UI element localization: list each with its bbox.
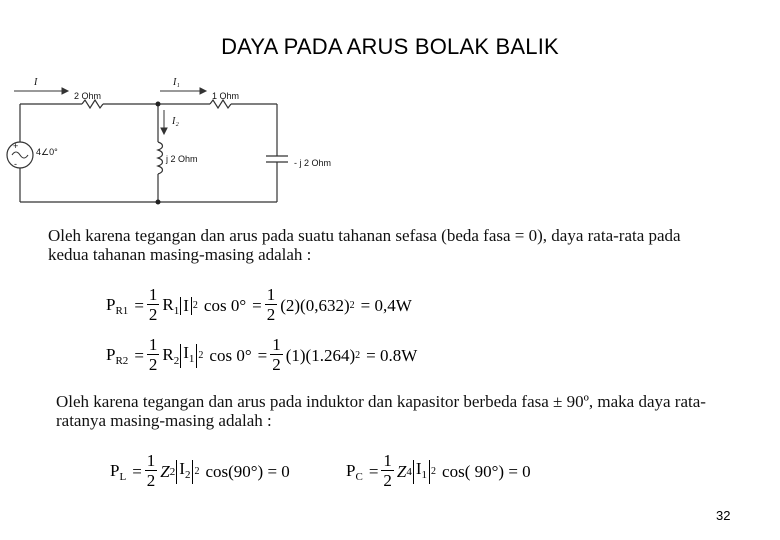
paragraph-reactive-power: Oleh karena tegangan dan arus pada induktor dan kapasitor berbeda fasa ± 90º, maka daya rata-ratanya masing-masing adalah : (56, 392, 706, 430)
eq-pr1-num2: 1 (266, 285, 276, 304)
eq-pr2-cos: cos 0° (209, 345, 252, 365)
current-i2-label: I₂ (172, 116, 179, 127)
eq-pr2-abs-content: I (183, 342, 189, 362)
eq-pr1-coef: R (162, 294, 174, 314)
eq-pr2-lhs: P (106, 344, 116, 364)
eq-pr2-tail: (1)(1.264) (285, 345, 356, 365)
eq-pr2-lhs-sub: R2 (115, 354, 129, 367)
eq-pr1-num: 1 (148, 285, 158, 304)
eq-pl-coef: Z (160, 461, 170, 481)
eq-pl-den: 2 (146, 471, 156, 490)
circuit-diagram (0, 70, 345, 210)
eq-pr2-eq: = (134, 345, 144, 365)
eq-pc-den: 2 (383, 471, 392, 490)
equation-pl (110, 452, 290, 491)
eq-pr2-tail-exp: 2 (355, 350, 361, 361)
eq-pr1-lhs: P (106, 294, 116, 314)
equation-pc (346, 452, 531, 491)
eq-pr2-num: 1 (148, 335, 158, 354)
paragraph-resistor-power: Oleh karena tegangan dan arus pada suatu tahanan sefasa (beda fasa = 0), daya rata-rata pada kedua tahanan masing-masing adalah : (48, 226, 681, 264)
eq-pc-abs-sub: 1 (421, 468, 428, 481)
eq-pc-eq: = (368, 461, 379, 481)
eq-pc-abs-content: I (415, 458, 422, 478)
eq-pc-abs (413, 460, 430, 484)
eq-pr1-tail-exp: 2 (349, 300, 355, 311)
svg-text:-: - (14, 159, 17, 169)
eq-pr1-den: 2 (148, 305, 158, 324)
eq-pl-abs-sub: 2 (184, 468, 191, 481)
eq-pl-abs-content: I (179, 458, 185, 478)
r2-label: 1 Ohm (212, 91, 240, 101)
slide-title: DAYA PADA ARUS BOLAK BALIK (221, 34, 559, 59)
svg-text:+: + (13, 141, 19, 151)
eq-pr1-den2: 2 (266, 305, 276, 324)
equation-pr2: $P_{R2}$ = $\frac{1}{2}$ $R_2$ $I_1$ 2 cos 0° = $\frac{1}{2}$ (1)(1.264) 2 = 0.8W (106, 335, 418, 374)
r1-label: 2 Ohm (74, 91, 102, 101)
eq-pl-coef-sub: 2 (169, 465, 176, 478)
eq-pl-eq: = (132, 461, 142, 481)
eq-pr2-den2: 2 (272, 355, 281, 374)
eq-pl-tail: cos(90°) = 0 (205, 461, 290, 481)
eq-pc-lhs: P (346, 460, 356, 480)
eq-pr1-abs: I (180, 297, 192, 315)
capacitor-label: - j 2 Ohm (294, 158, 332, 168)
inductor-label: j 2 Ohm (166, 154, 198, 164)
eq-pr1-coef-sub: 1 (173, 304, 180, 317)
eq-pr1-exp: 2 (192, 300, 198, 311)
eq-pr2-exp: 2 (198, 350, 204, 361)
eq-pr1-eq: = (134, 295, 144, 315)
eq-pc-coef: Z (396, 461, 407, 481)
eq-pr1-tail: (2)(0,632) (280, 295, 350, 315)
eq-pc-tail: cos( 90°) = 0 (442, 461, 531, 481)
eq-pl-exp: 2 (194, 466, 200, 477)
eq-pl-abs (176, 460, 193, 484)
eq-pr2-result: = 0.8W (366, 345, 418, 365)
eq-pc-lhs-sub: C (355, 470, 363, 483)
eq-pr1-lhs-sub: R1 (115, 304, 129, 317)
eq-pr2-coef: R (162, 344, 174, 364)
eq-pl-lhs: P (110, 460, 120, 480)
eq-pr2-abs (180, 344, 197, 368)
eq-pr2-coef-sub: 2 (173, 354, 180, 367)
current-i1-label: I₁ (173, 77, 180, 88)
eq-pc-coef-sub: 4 (406, 465, 412, 478)
eq-pl-num: 1 (146, 451, 156, 470)
current-i-label: I (34, 77, 38, 88)
eq-pr2-den: 2 (148, 355, 158, 374)
eq-pr2-num2: 1 (272, 335, 281, 354)
eq-pr2-abs-sub: 1 (188, 352, 195, 365)
eq-pr1-result: = 0,4W (360, 295, 412, 315)
eq-pc-exp: 2 (431, 466, 437, 477)
source-label: 4∠0° (36, 147, 58, 157)
eq-pc-num: 1 (383, 451, 392, 470)
equation-pr1: $P_{R1}$ = $\frac{1}{2}$ $R_1$ I 2 cos 0° = $\frac{1}{2}$ (2)(0,632) 2 = 0,4W (106, 285, 412, 324)
page-number: 32 (716, 508, 731, 523)
eq-pl-lhs-sub: L (119, 470, 127, 483)
eq-pr1-cos: cos 0° (203, 295, 247, 315)
